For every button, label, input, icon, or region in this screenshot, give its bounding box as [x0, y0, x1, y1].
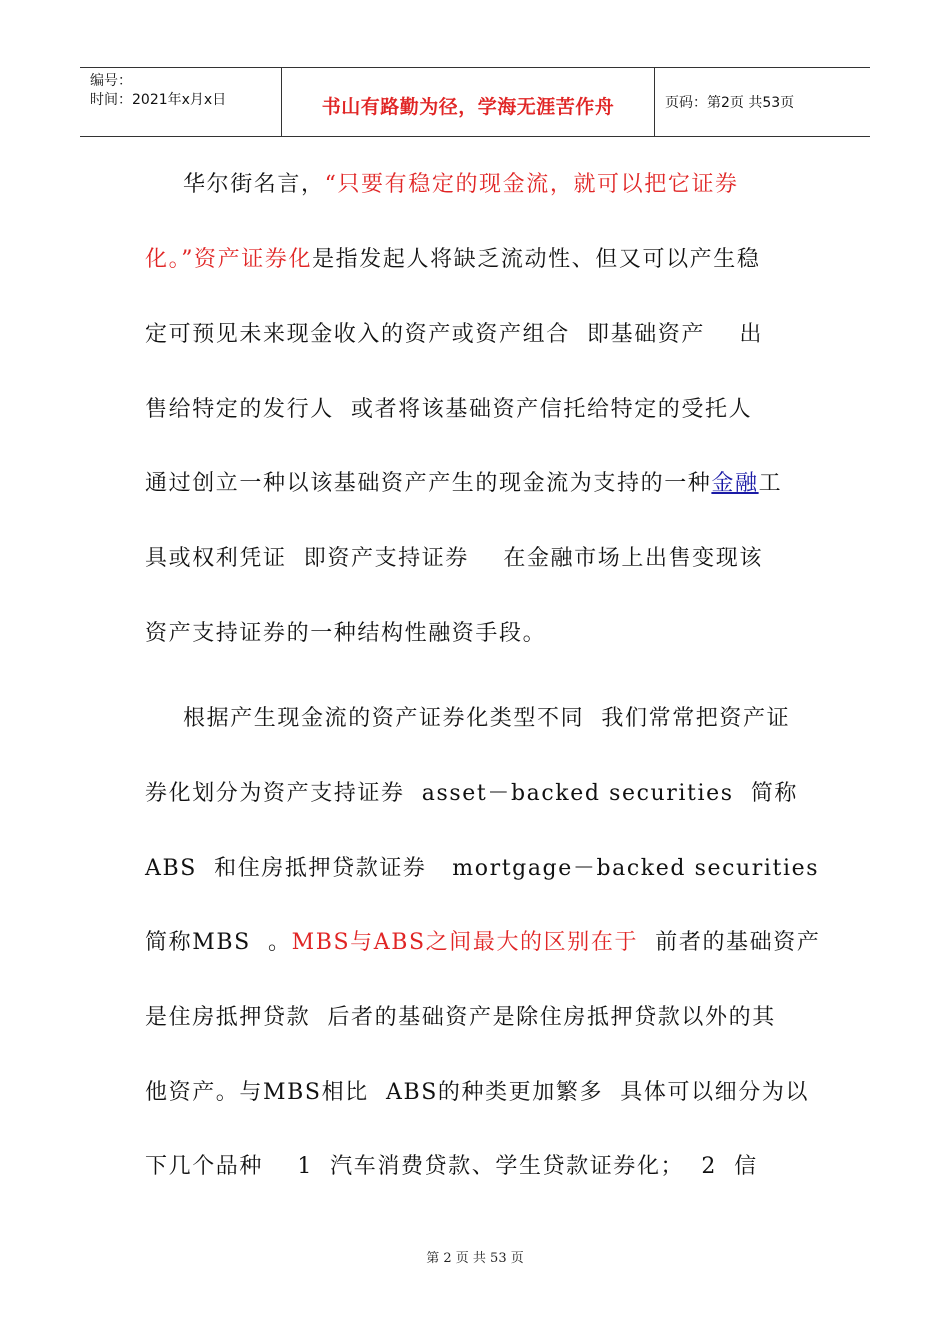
paragraph-1-line-7: 资产支持证券的一种结构性融资手段。 — [145, 621, 547, 646]
header-motto: 书山有路勤为径，学海无涯苦作舟 — [321, 96, 615, 118]
paragraph-2-line-5: 是住房抵押贷款 后者的基础资产是除住房抵押贷款以外的其 — [145, 1005, 776, 1030]
paragraph-2-line-1: 根据产生现金流的资产证券化类型不同 我们常常把资产证 — [183, 706, 791, 731]
difference-highlight: MBS与ABS之间最大的区别在于 — [291, 930, 639, 955]
paragraph-1-line-4: 售给特定的发行人 或者将该基础资产信托给特定的受托人 — [145, 397, 753, 422]
text-span: 华尔街名言， — [183, 172, 325, 197]
paragraph-1-line-1 — [183, 170, 739, 200]
paragraph-1-line-2 — [145, 245, 760, 275]
quote-highlight: “只要有稳定的现金流，就可以把它证券 — [324, 172, 739, 197]
paragraph-1-line-6: 具或权利凭证 即资产支持证券 在金融市场上出售变现该 — [145, 546, 763, 571]
header-page-cell — [655, 68, 870, 136]
page-footer: 第 2 页 共 53 页 — [426, 1251, 524, 1266]
text-span: 简称MBS 。 — [145, 930, 292, 955]
paragraph-2-line-2: 券化划分为资产支持证券 asset－backed securities 简称 — [145, 781, 799, 806]
paragraph-2-line-3: ABS 和住房抵押贷款证券 mortgage－backed securities — [145, 856, 820, 881]
document-time-label: 时间：2021年x月x日 — [90, 92, 227, 108]
paragraph-2-line-7: 下几个品种 1 汽车消费贷款、学生贷款证券化； 2 信 — [145, 1154, 758, 1179]
document-header — [80, 67, 870, 137]
paragraph-2-line-4 — [145, 928, 820, 958]
term-highlight: 化。”资产证券化 — [145, 247, 313, 272]
paragraph-2-line-6: 他资产。与MBS相比 ABS的种类更加繁多 具体可以细分为以 — [145, 1080, 810, 1105]
header-meta-cell — [80, 68, 282, 136]
text-span: 工 — [758, 471, 783, 496]
paragraph-1-line-3: 定可预见未来现金收入的资产或资产组合 即基础资产 出 — [145, 322, 763, 347]
text-span: 通过创立一种以该基础资产产生的现金流为支持的一种 — [145, 471, 712, 496]
text-span: 是指发起人将缺乏流动性、但又可以产生稳 — [312, 247, 761, 272]
text-span: 前者的基础资产 — [638, 930, 821, 955]
header-motto-cell — [282, 68, 655, 136]
document-number-label: 编号： — [90, 73, 132, 89]
finance-link[interactable]: 金融 — [711, 471, 759, 496]
header-page-number: 页码：第2页 共53页 — [665, 95, 795, 111]
paragraph-1-line-5 — [145, 469, 782, 499]
